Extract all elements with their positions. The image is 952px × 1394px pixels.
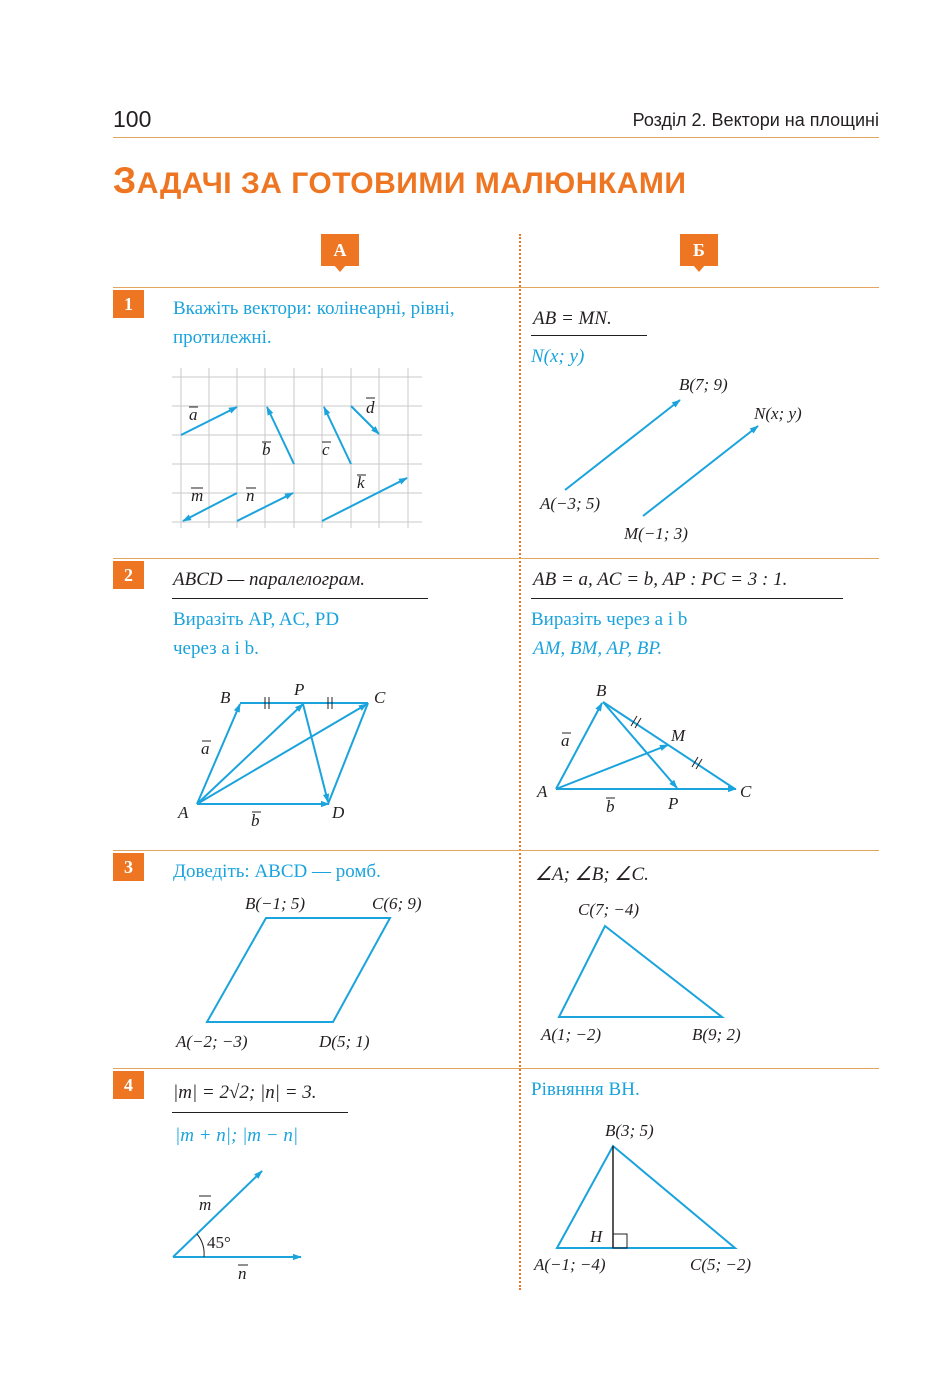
p2b-point-C: C [740,782,752,801]
p2b-label-a: a [561,731,570,750]
p2b-point-M: M [671,726,686,745]
label-k: k [357,473,365,492]
p2a-label-a: a [201,739,210,758]
p4a-angle-label: 45° [207,1233,231,1252]
problem-number-4: 4 [113,1071,144,1099]
p2b-task-line1: Виразіть через a і b [531,609,688,630]
p3b-task: ∠A; ∠B; ∠C. [535,864,649,885]
p2a-point-A: A [178,803,189,822]
p3b-point-B: B(9; 2) [692,1025,741,1044]
title-rest: АДАЧІ ЗА ГОТОВИМИ МАЛЮНКАМИ [136,167,687,200]
problem-number-2: 2 [113,561,144,589]
p2a-point-D: D [332,803,345,822]
p3b-point-C: C(7; −4) [578,900,640,919]
p2a-point-C: C [374,688,386,707]
p4b-point-C: C(5; −2) [690,1255,752,1274]
p2b-point-P: P [668,794,679,813]
label-m: m [191,486,204,505]
p4a-label-n: n [238,1264,247,1283]
label-b: b [262,440,271,459]
p3b-point-A: A(1; −2) [541,1025,602,1044]
title-first-letter: З [113,160,137,201]
p3a-point-D: D(5; 1) [319,1032,370,1051]
chapter-title: Розділ 2. Вектори на площині [632,110,879,130]
p4b-point-A: A(−1; −4) [534,1255,606,1274]
right-angle-mark [613,1234,627,1248]
p3a-task: Доведіть: ABCD — ромб. [173,861,381,882]
problem-number-3: 3 [113,853,144,881]
page-number: 100 [113,106,152,132]
p2a-point-P: P [294,680,305,699]
problem-number-1: 1 [113,290,144,318]
p4b-task: Рівняння BH. [531,1079,640,1100]
p1b-task: N(x; y) [531,346,585,367]
p1b-condition-text: AB = MN. [533,308,612,329]
p2b-task-line2: AM, BM, AP, BP. [533,638,663,659]
p3a-point-A: A(−2; −3) [176,1032,248,1051]
point-B-label: B(7; 9) [679,375,728,394]
label-n: n [246,486,255,505]
p4b-point-B: B(3; 5) [605,1121,654,1140]
p2a-point-B: B [220,688,231,707]
point-N-label: N(x; y) [754,404,802,423]
point-M-label: M(−1; 3) [624,524,688,543]
p2b-point-B: B [596,681,607,700]
label-d: d [366,398,375,417]
p2b-point-A: A [537,782,548,801]
column-b-badge: Б [680,234,718,266]
p4a-task: |m + n|; |m − n| [175,1125,299,1146]
p1a-task: Вкажіть вектори: колінеарні, рівні, протилежні. [173,298,455,348]
p3a-point-B: B(−1; 5) [245,894,306,913]
label-c: c [322,440,330,459]
p2a-label-b: b [251,811,260,830]
p2b-label-b: b [606,797,615,816]
p4b-point-H: H [590,1227,603,1246]
p3a-point-C: C(6; 9) [372,894,422,913]
point-A-label: A(−3; 5) [540,494,601,513]
p2a-task-line1: Виразіть AP, AC, PD [173,609,340,630]
label-a: a [189,405,198,424]
p4a-label-m: m [199,1195,212,1214]
triangle-ABC [557,1146,735,1248]
p2b-condition: AB = a, AC = b, AP : PC = 3 : 1. [533,569,788,590]
p4a-condition: |m| = 2√2; |n| = 3. [173,1082,317,1103]
column-a-badge: А [321,234,359,266]
p2a-condition: ABCD — паралелограм. [173,569,366,590]
p2a-task-line2: через a і b. [173,638,259,659]
